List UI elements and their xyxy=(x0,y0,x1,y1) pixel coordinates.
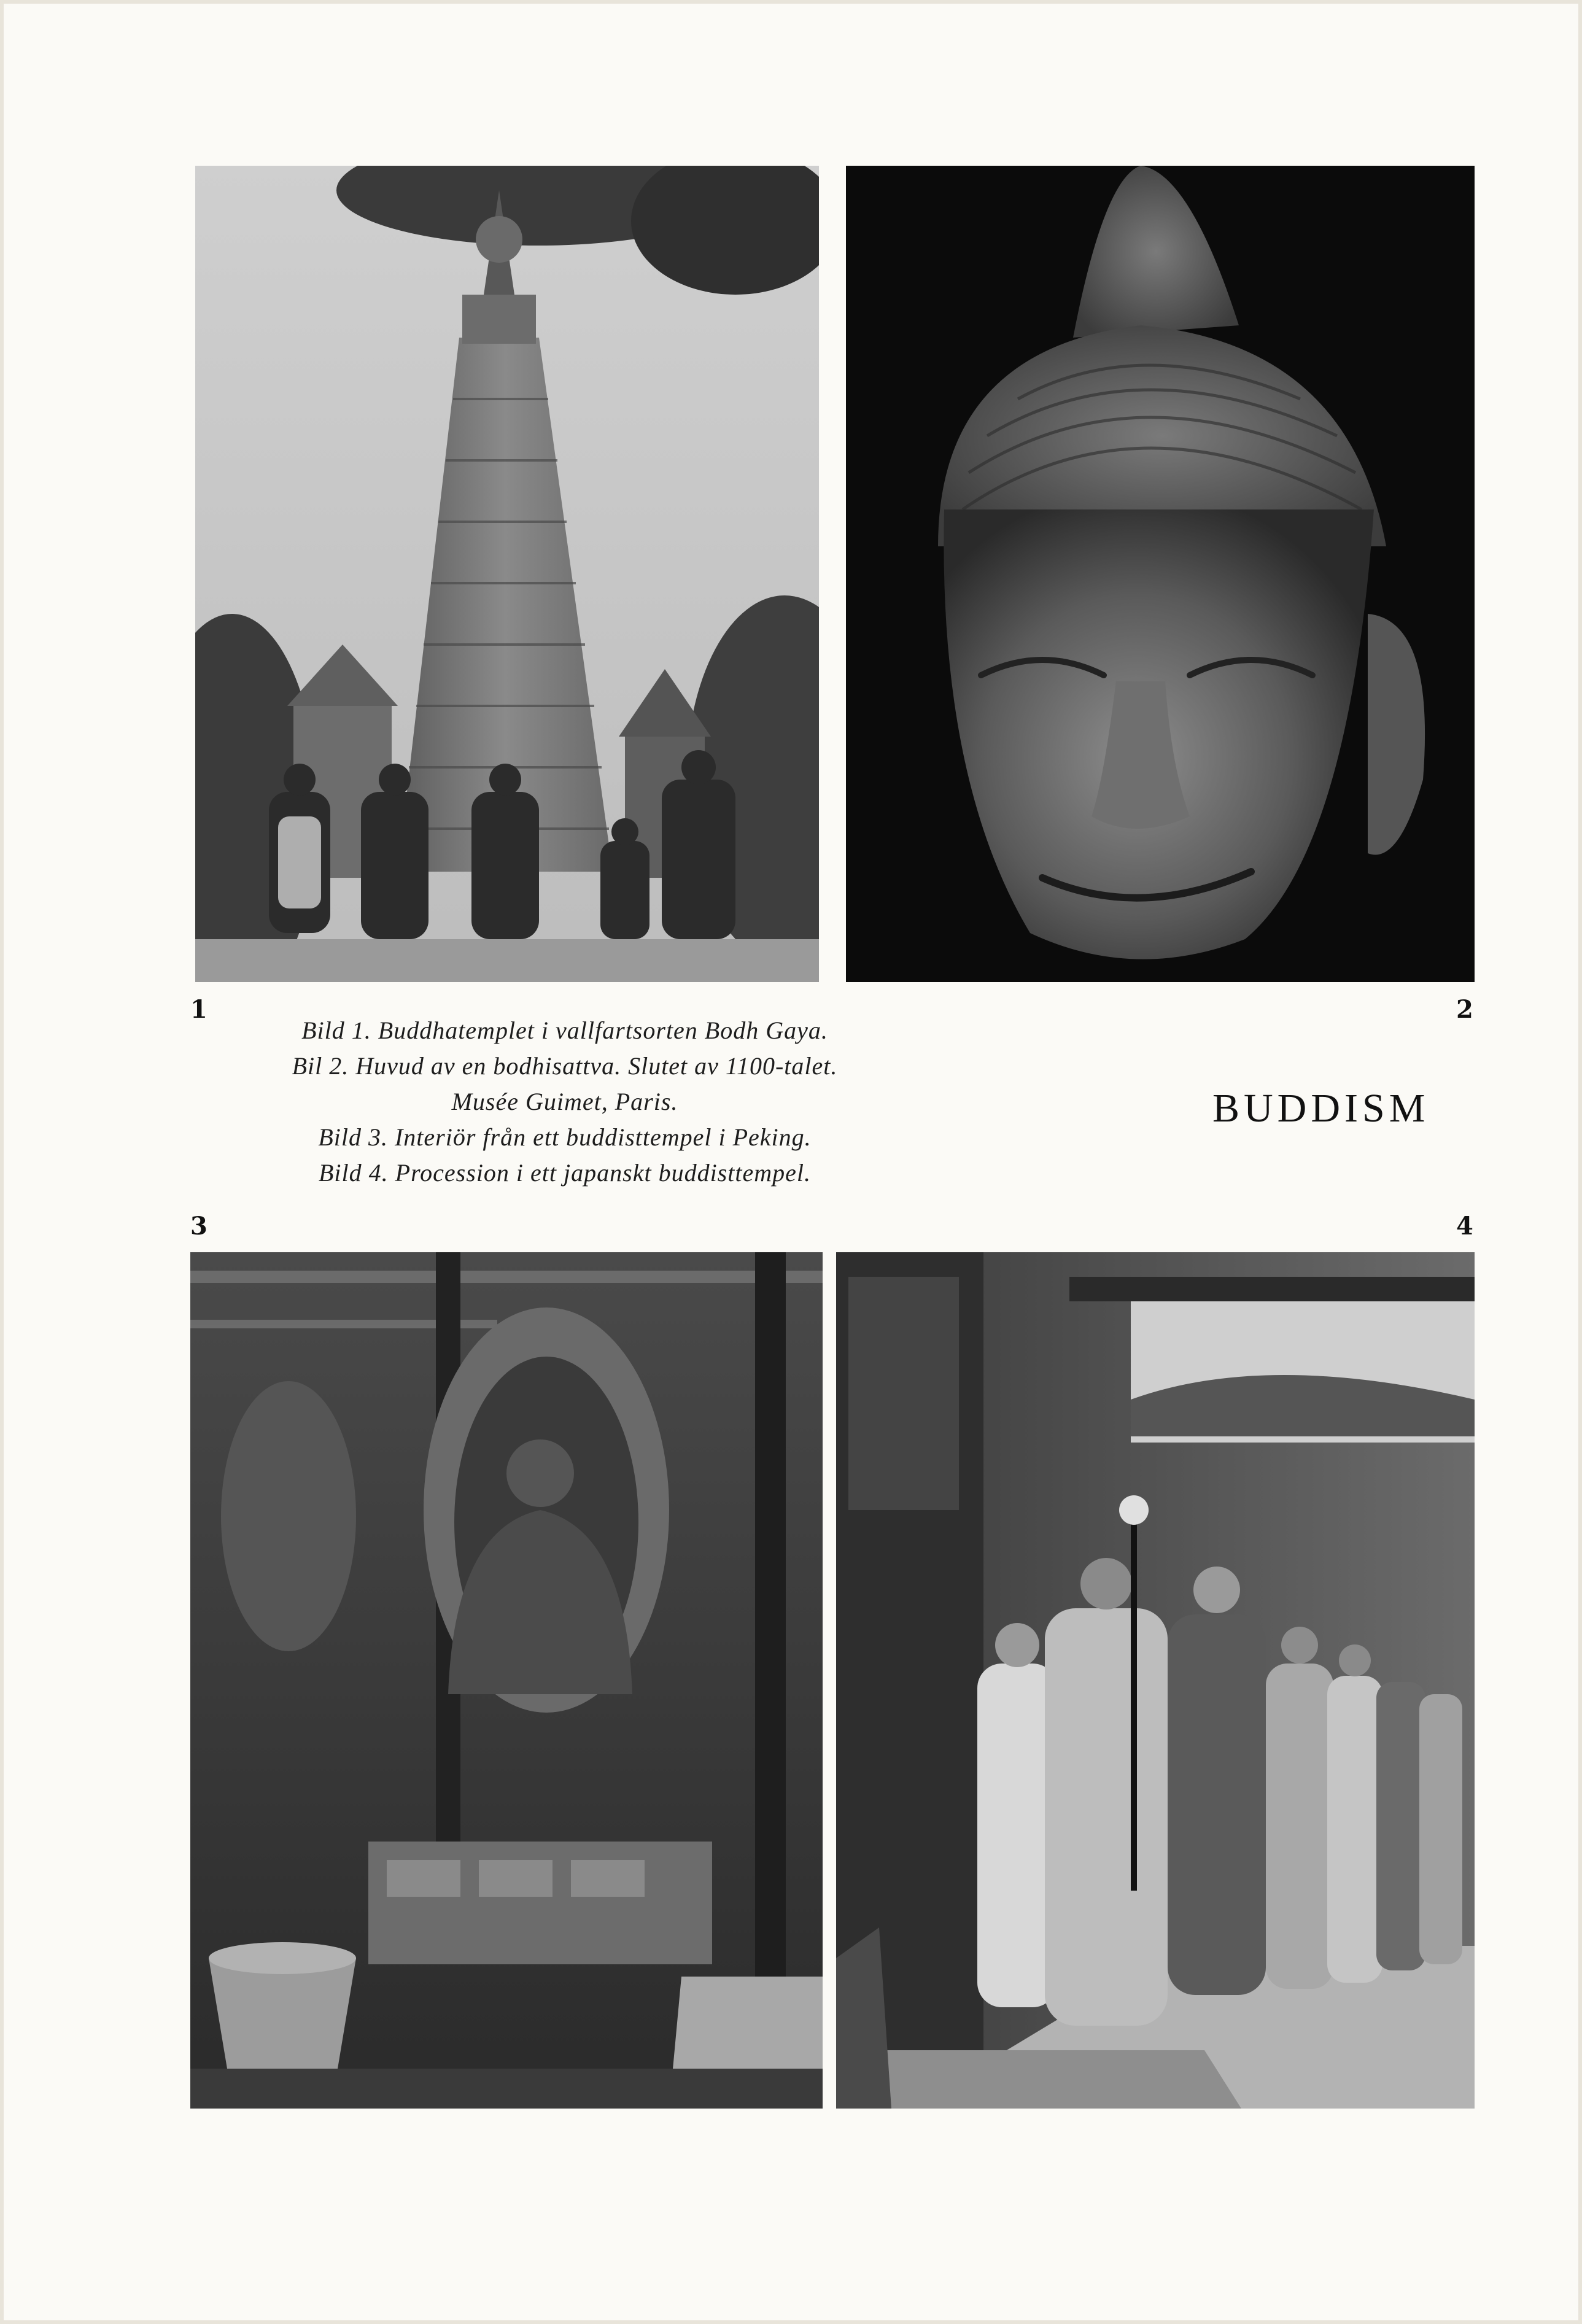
caption-line: Musée Guimet, Paris. xyxy=(451,1088,678,1115)
photo-temple-interior-peking xyxy=(190,1252,823,2109)
photo-bodhisattva-head xyxy=(846,166,1475,982)
plate-number-3: 3 xyxy=(190,1212,207,1241)
caption-line: Bild 1. Buddhatemplet i vallfartsorten Bodh Gaya. xyxy=(301,1017,828,1044)
plate-number-1: 1 xyxy=(190,995,207,1024)
photo-procession-japanese-temple xyxy=(836,1252,1475,2109)
caption-line: Bild 3. Interiör från ett buddisttempel i Peking. xyxy=(318,1123,812,1151)
caption-line: Bil 2. Huvud av en bodhisattva. Slutet av 1100-talet. xyxy=(292,1052,838,1080)
captions-block xyxy=(196,1013,933,1191)
caption-line: Bild 4. Procession i ett japanskt buddisttempel. xyxy=(319,1159,811,1187)
photo-bodh-gaya-temple xyxy=(195,166,819,982)
plate-number-4: 4 xyxy=(1456,1212,1473,1241)
section-title: BUDDISM xyxy=(1212,1086,1430,1131)
plate-number-2: 2 xyxy=(1456,995,1473,1024)
